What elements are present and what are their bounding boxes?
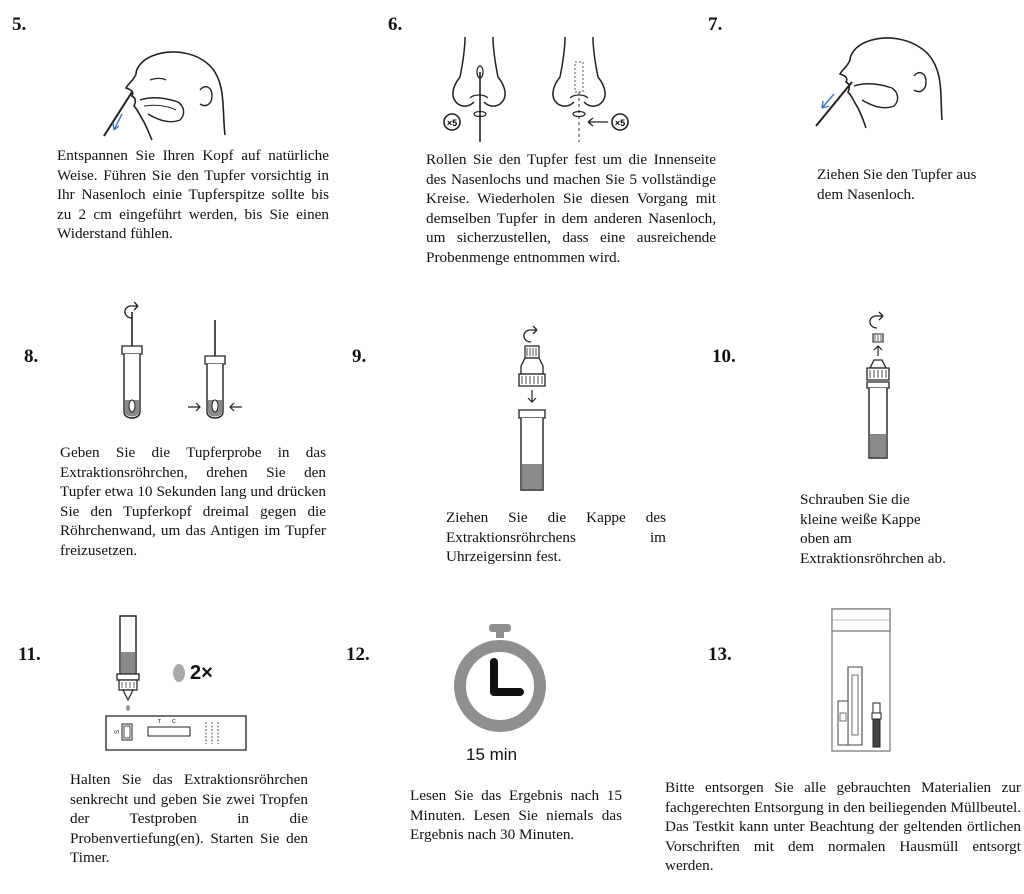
step-9-text: Ziehen Sie die Kappe des Extraktionsröhrchens im Uhrzeigersinn fest. [446,509,666,566]
step-13-number: 13. [708,644,732,665]
step-11-cassette-label-s: S [115,729,121,734]
step-11-drops-label: 2× [190,662,213,684]
step-7-text: Ziehen Sie den Tupfer aus dem Nasenloch. [817,166,977,203]
step-9-number: 9. [352,346,367,367]
step-11-add-drops-illustration [100,612,250,757]
step-10-number: 10. [712,346,736,367]
step-10-text-line-3: oben am [800,530,852,548]
step-11-cassette-label-c: C [172,719,176,725]
drop-icon [172,663,186,683]
step-10-text-line-1: Schrauben Sie die [800,491,910,508]
step-10-text-line-2: kleine weiße Kappe [800,510,921,528]
step-10-text [800,490,1000,568]
step-8-text: Geben Sie die Tupferprobe in das Extraktionsröhrchen, drehen Sie den Tupfer etwa 10 Sekunden lang und drücken Sie den Tupferkopf dreimal gegen die Röhrchenwand, um das Antigen im Tupfer freizusetzen. [60,444,326,559]
step-11-cassette-label-t: T [158,719,162,725]
step-12-text: Lesen Sie das Ergebnis nach 15 Minuten. Lesen Sie niemals das Ergebnis nach 30 Minuten. [410,787,622,844]
step-5-text: Entspannen Sie Ihren Kopf auf natürliche Weise. Führen Sie den Tupfer vorsichtig in Ihr Nasenloch einie Tupferspitze sollte bis zu 2 cm eingeführt werden, bis Sie einen Widerstand fühlen. [57,147,329,243]
step-13-text: Bitte entsorgen Sie alle gebrauchten Materialien zur fachgerechten Entsorgung in den beiliegenden Müllbeutel. Das Testkit kann unter Beachtung der geltenden örtlichen Vorschriften mit dem normalen Hausmüll entsorgt werden. [665,779,1021,875]
step-5-number: 5. [12,14,27,35]
step-8-extraction-tube-illustration [110,300,270,435]
step-11-number: 11. [18,644,41,665]
step-6-text: Rollen Sie den Tupfer fest um die Innenseite des Nasenlochs und machen Sie 5 vollständige Kreise. Wiederholen Sie diesen Vorgang mit demselben Tupfer in dem anderen Nasenloch, um sicherzustellen, dass eine ausreichende Probenmenge entnommen wird. [426,151,716,266]
step-12-number: 12. [346,644,370,665]
step-8-number: 8. [24,346,39,367]
step-9-cap-tube-illustration [505,328,565,498]
step-11-text: Halten Sie das Extraktionsröhrchen senkrecht und geben Sie zwei Tropfen der Testproben in die Probenvertiefung(en). Starten Sie den Timer. [70,771,308,867]
step-6-rotate-swab-illustration [440,32,640,147]
step-6-badge-right: ×5 [614,118,626,128]
step-7-remove-swab-illustration [812,28,947,128]
step-10-unscrew-cap-illustration [855,316,905,466]
step-10-text-line-4: Extraktionsröhrchen ab. [800,549,946,567]
step-6-badge-left: ×5 [446,118,458,128]
timer-icon [450,620,550,740]
step-6-number: 6. [388,14,403,35]
step-13-waste-bag-illustration [830,605,892,755]
step-7-number: 7. [708,14,723,35]
step-12-timer-label: 15 min [466,745,518,764]
step-5-insert-swab-illustration [100,40,230,140]
